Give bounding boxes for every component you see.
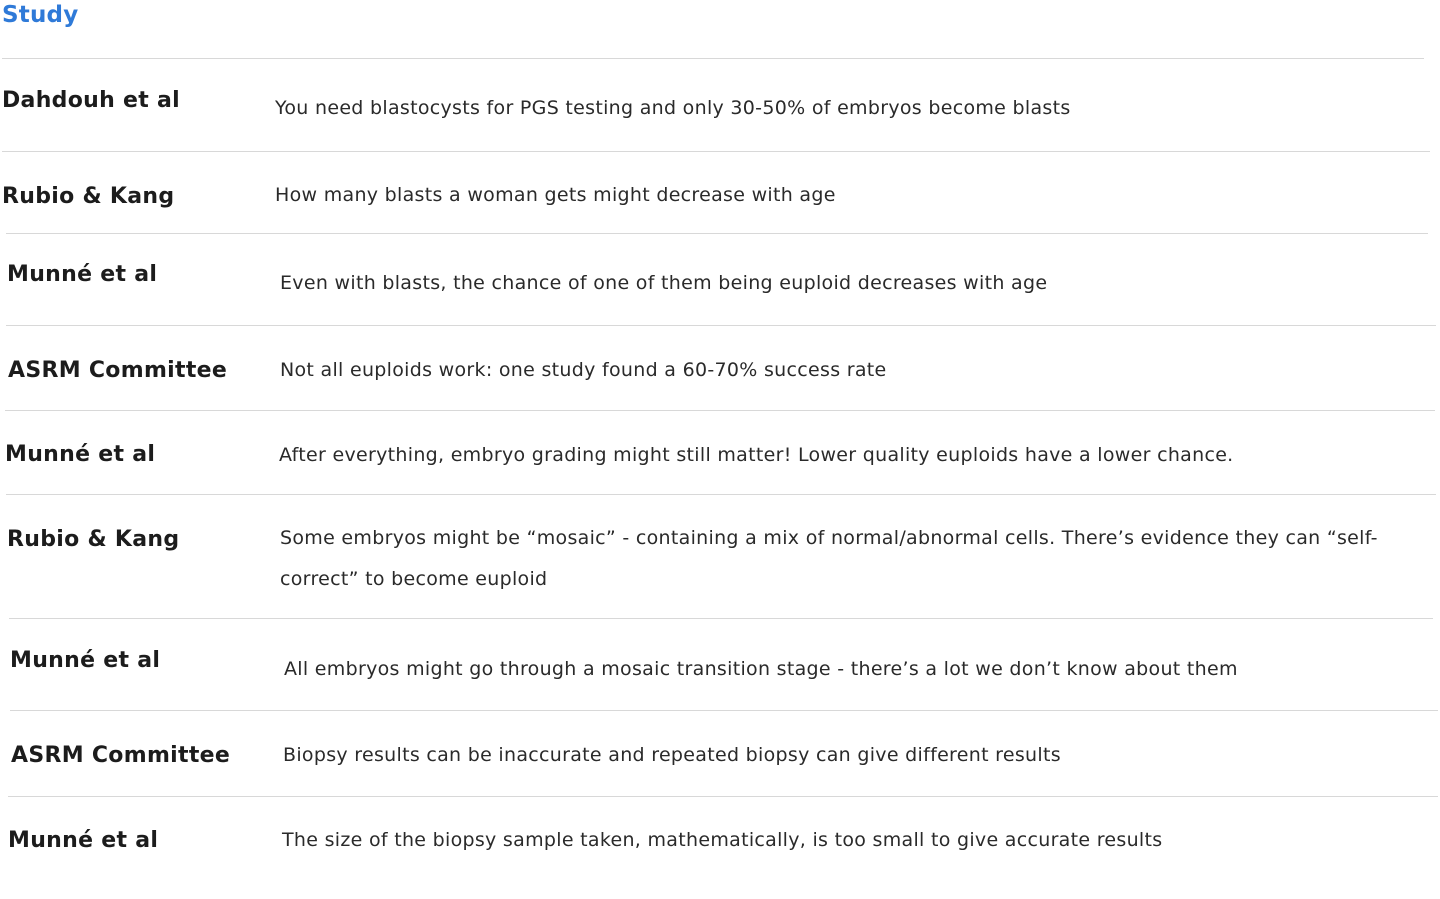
row-divider — [2, 58, 1424, 59]
study-name: Munné et al — [10, 648, 161, 673]
finding-text: You need blastocysts for PGS testing and only 30-50% of embryos become blasts — [275, 97, 1071, 119]
study-name: Munné et al — [8, 828, 159, 853]
study-column-header: Study — [2, 2, 79, 28]
finding-text: All embryos might go through a mosaic transition stage - there’s a lot we don’t know about them — [284, 658, 1238, 680]
row-divider — [6, 325, 1436, 326]
study-name: ASRM Committee — [8, 358, 228, 383]
finding-text: The size of the biopsy sample taken, mathematically, is too small to give accurate results — [282, 829, 1163, 851]
row-divider — [8, 796, 1438, 797]
study-name: Dahdouh et al — [2, 88, 180, 113]
finding-text: Even with blasts, the chance of one of them being euploid decreases with age — [280, 272, 1048, 294]
study-name: Munné et al — [7, 262, 158, 287]
study-name: Rubio & Kang — [2, 184, 175, 209]
study-name: Munné et al — [5, 442, 156, 467]
finding-text: After everything, embryo grading might still matter! Lower quality euploids have a lower chance. — [279, 444, 1234, 466]
row-divider — [10, 710, 1438, 711]
row-divider — [6, 494, 1436, 495]
finding-text: Some embryos might be “mosaic” - containing a mix of normal/abnormal cells. There’s evidence they can “self-correct” to become euploid — [280, 527, 1378, 590]
finding-text: Biopsy results can be inaccurate and repeated biopsy can give different results — [283, 744, 1061, 766]
study-name: Rubio & Kang — [7, 527, 180, 552]
finding-text: Not all euploids work: one study found a 60-70% success rate — [280, 359, 887, 381]
finding-text: How many blasts a woman gets might decrease with age — [275, 184, 836, 206]
row-divider — [9, 618, 1433, 619]
row-divider — [5, 410, 1435, 411]
study-name: ASRM Committee — [11, 743, 231, 768]
row-divider — [6, 233, 1428, 234]
row-divider — [2, 151, 1430, 152]
